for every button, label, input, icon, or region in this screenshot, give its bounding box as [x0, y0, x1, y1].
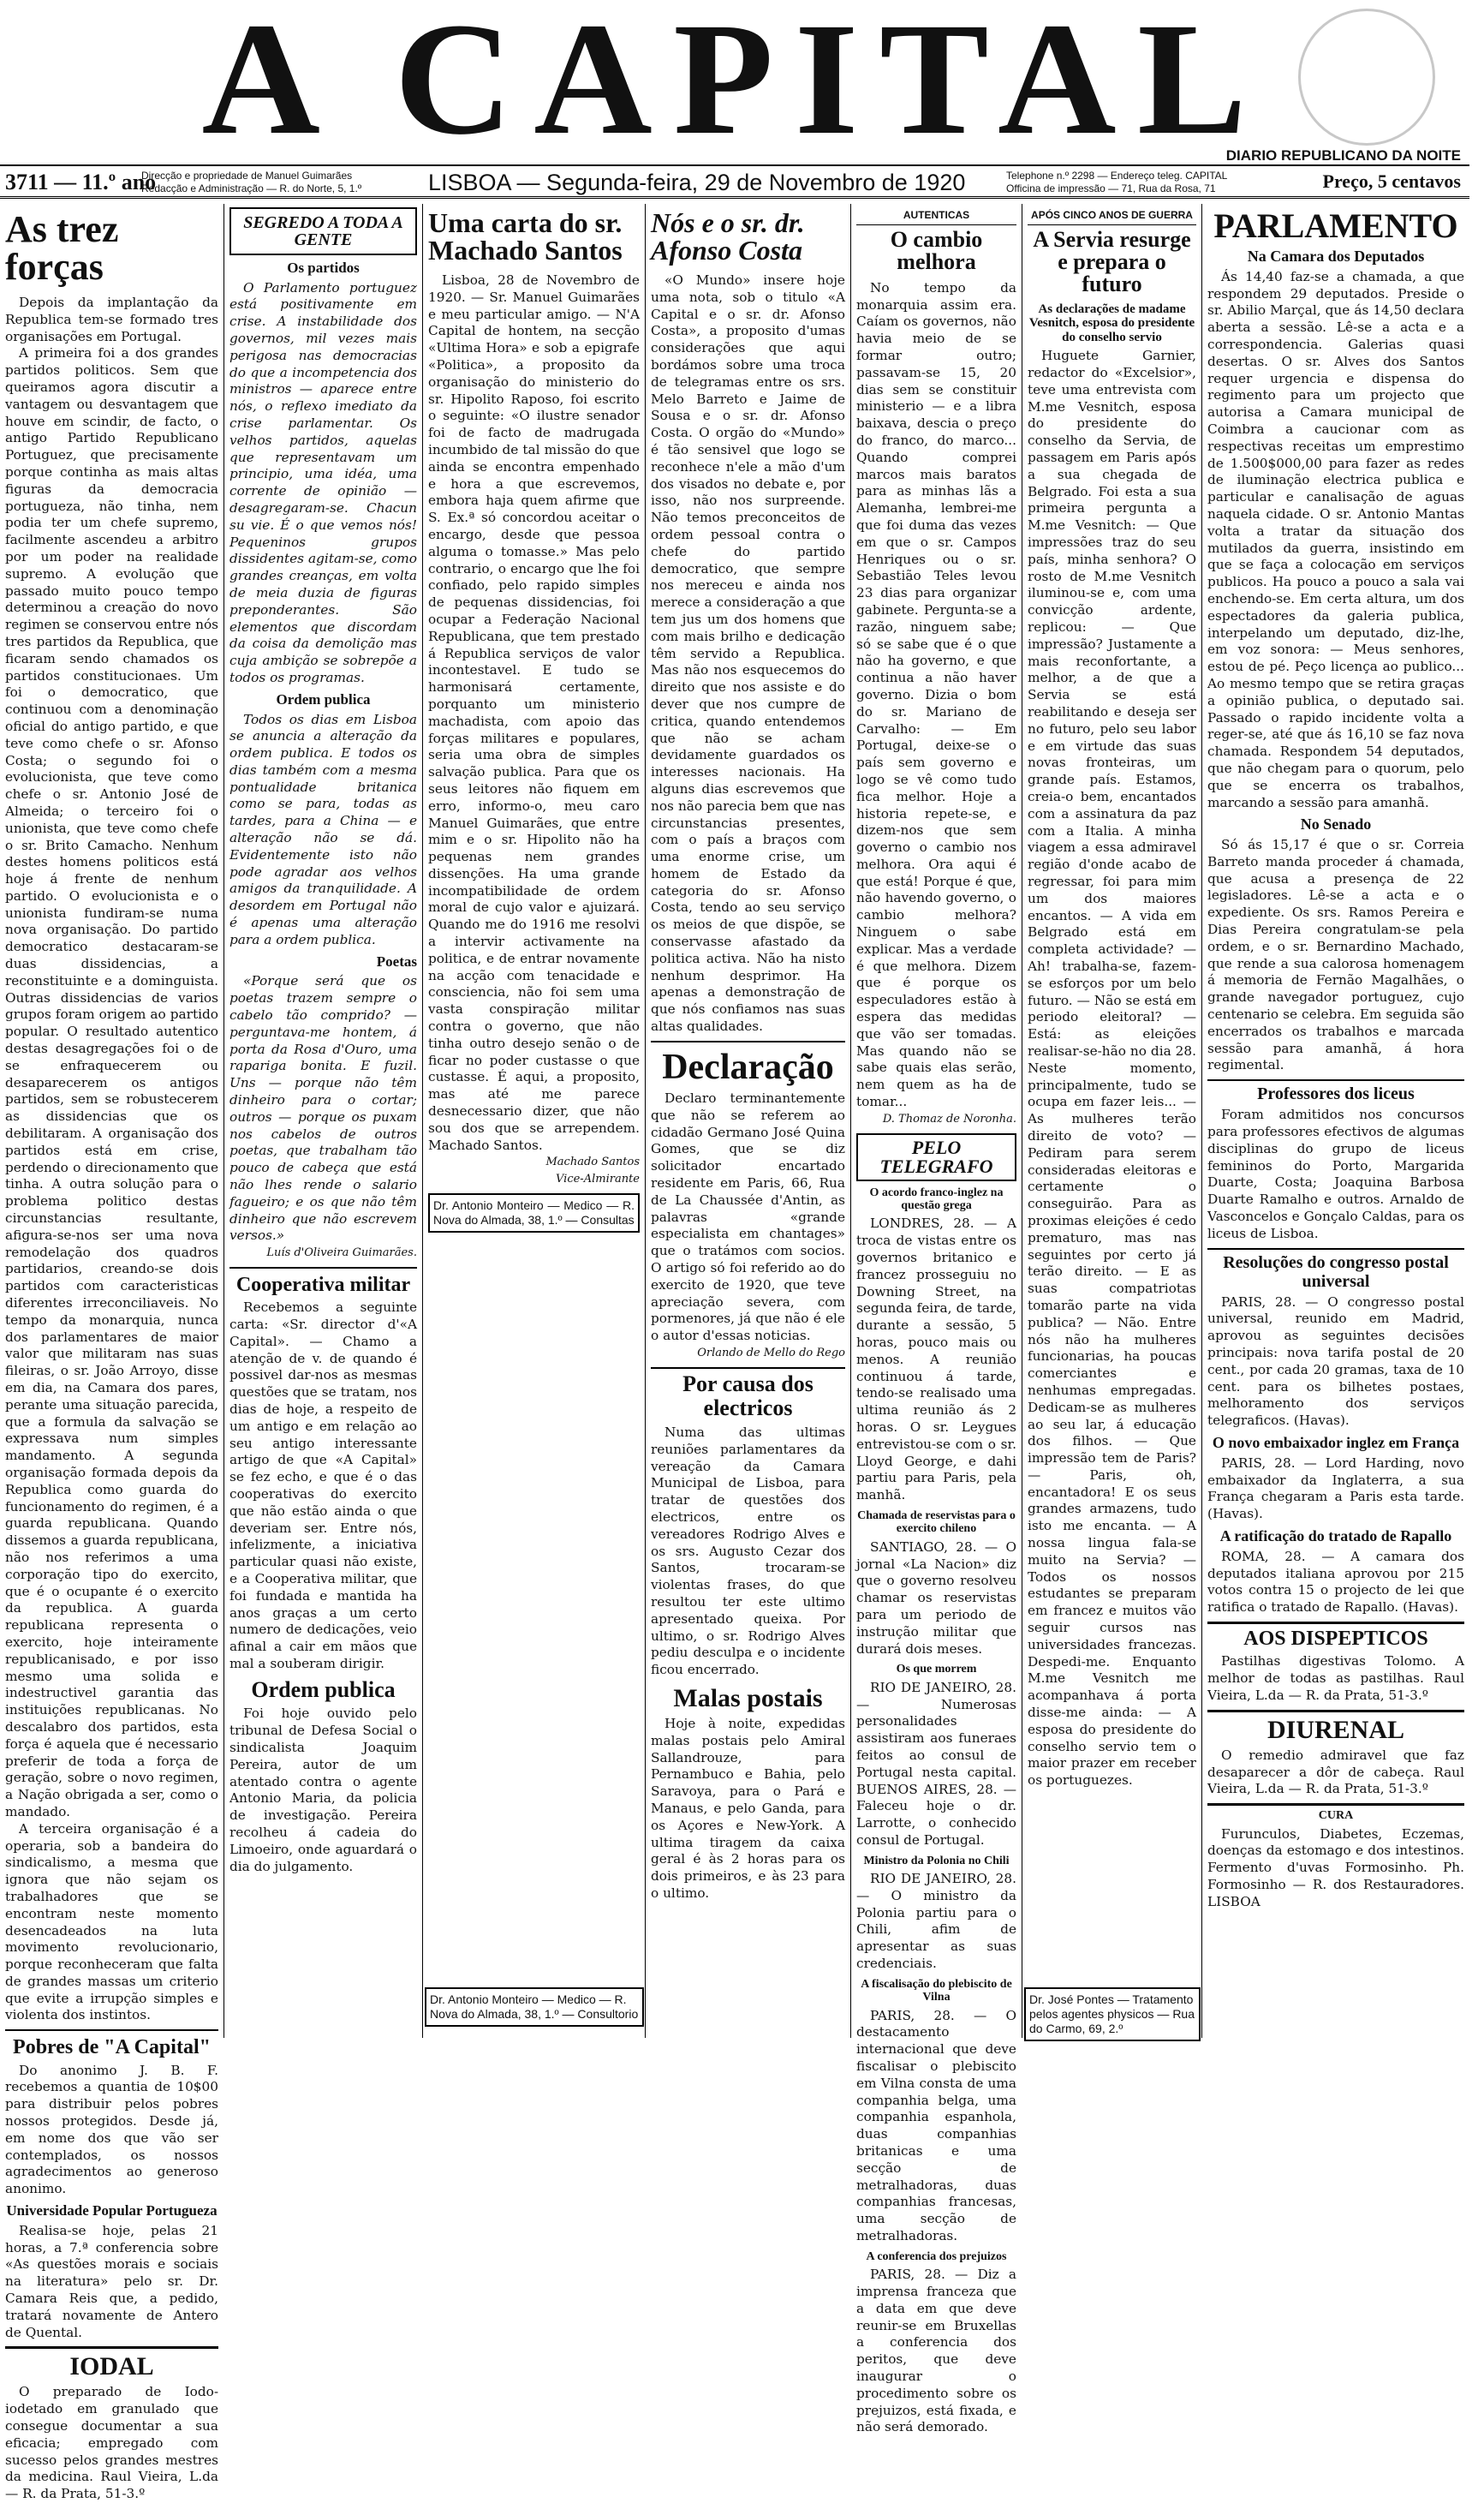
kicker-segredo: SEGREDO A TODA A GENTE — [229, 207, 417, 255]
headline-servia: A Servia resurge e prepara o futuro — [1033, 226, 1191, 296]
tele-text-6: PARIS, 28. — Diz a imprensa franceza que a data em que deve reunir-se em Bruxellas a conferencia dos peritos, que deve inaugurar o procedimento sobre os prejuizos, está fixada, e não será demorado. — [856, 2267, 1016, 2435]
electricos-text: Numa das ultimas reuniões parlamentares da vereação da Camara Municipal de Lisboa, para tratar de questões dos electricos, entre os vereadores Rodrigo Alves e os srs. Augusto Cezar dos Santos, trocaram-se violentas frases, do que resultou ter este ultimo apresentado queixa. Por ultimo, o sr. Rodrigo Alves pediu desculpa e o incidente ficou encerrado. — [651, 1424, 845, 1678]
column-5 — [851, 204, 1022, 2435]
servia-subhead: As declarações de madame Vesnitch, esposa do presidente do conselho servio — [1028, 302, 1195, 344]
section-professores: Professores dos liceus — [1207, 1079, 1464, 1103]
kicker-guerra: APÓS CINCO ANOS DE GUERRA — [1028, 207, 1196, 225]
carta-signature-title: Vice-Almirante — [556, 1173, 640, 1186]
carta-signature: Machado Santos — [545, 1156, 640, 1169]
section-malas-postais: Malas postais — [673, 1683, 823, 1712]
columns — [0, 204, 1469, 2502]
newspaper-subtitle: DIARIO REPUBLICANO DA NOITE — [1225, 147, 1461, 164]
carta-text: Lisboa, 28 de Novembro de 1920. — Sr. Manuel Guimarães e meu particular amigo. — N'A Capital de hontem, na secção «Ultima Hora» e sob a epigrafe «Politica», a proposito da organisação do ministerio do sr. Hipolito Raposo, foi escrito o seguinte: «O ilustre senador foi de facto de madrugada incumbido de tal missão do que ainda se encontra empenhado e hora a que escrevemos, embora haja quem afirme que S. Ex.ª só concordou aceitar o encargo, desde que pessoa alguma o tomasse.» Mas pelo contrario, o encargo que lhe foi confiado, pelo rapido simples de pequenas dissidencias, foi ocupar a Federação Nacional Republicana, que tem prestado á Republica serviços de valor incontestavel. E tudo se harmonisará certamente, porquanto um ministerio machadista, com apoio das forças militares e populares, seria uma obra de simples salvação publica. Para que os seus leitores não fiquem em erro, informo-o, meu caro Manuel Guimarães, que entre mim e o sr. Hipolito não ha pequenas nem grandes dissenções. Ha uma grande incompatibilidade de ordem moral de cujo valor e ajuizará. Quando me do 1916 me resolvi a intervir activamente na politica, e de entrar novamente na acção com tenacidade e consciencia, não foi sem uma vasta conspiração militar contra o governo, que não tinha outro desejo senão o de ficar no poder custasse o que custasse. É aqui, a proposito, mas até me parece desnecessario dizer, que não sou dos que se arrependem. Machado Santos. — [428, 272, 640, 1153]
section-pobres: Pobres de "A Capital" — [13, 2036, 211, 2059]
professores-text: Foram admitidos nos concursos para professores efectivos de algumas disciplinas do grupo de liceus femininos do Porto, Margarida Duarte, Costa; Joaquina Barbosa Duarte Ramalho e outros. Arnaldo de Vasconcelos e Gonçalo Caldas, para os liceus de Lisboa. — [1207, 1107, 1464, 1241]
ad-dispepticos-text: Pastilhas digestivas Tolomo. A melhor de todas as pastilhas. Raul Vieira, L.da — R. da Prata, 51-3.º — [1207, 1653, 1464, 1703]
column-7 — [1202, 204, 1469, 2038]
article-body: A primeira foi a dos grandes partidos politicos. Sem que queiramos agora discutir a vantagem ou desvantagem que houve em scindir, de facto, o antigo Partido Republicano Portuguez, que precisamente porque continha as mais altas figuras da democracia portugueza, não tinha, nem podia ter um chefe supremo, facilmente ascendeu a arbitro por um poder na realidade supremo. A evolução que passado muito pouco tempo determinou a creação do novo regimen se conservou entre nós tres partidos da Republica, que ficaram sendo chamados os partidos constitucionaes. Um foi o democratico, que continuou com a denominação oficial do antigo partido, e que teve como chefe o sr. Afonso Costa; o segundo foi o evolucionista, que teve como chefe o sr. Antonio José de Almeida; o terceiro foi o unionista, que teve como chefe o sr. Brito Camacho. Nenhum destes homens politicos está hoje á frente de nenhum partido. O evolucionista e o unionista fundiram-se numa nova organisação. Do partido democratico destacaram-se duas dissidencias, a reconstituinte e a dominguista. Outras dissidencias de varios grupos foram origem ao partido popular. O resultado autentico destas desagregações foi o de se enfraquecerem ou desaparecerem os antigos partidos, sem se robustecerem as dissidencias que os debilitaram. A organisação dos partidos está em crise, perdendo o direcionamento que tinha. A outra solução para o problema politico destas circunstancias resultante, afigura-se-nos ser uma nova remodelação dos quadros partidarios, creando-se dois partidos com caracteristicas diferentes irreconciliaveis. No tempo da monarquia, nunca dos parlamentares de maior valor que militaram nas suas fileiras, o sr. João Arroyo, disse em dia, na Camara dos pares, perante uma situação parecida, que a formula da salvação se expressava num simples mandamento. A segunda organisação formada depois da Republica como guarda do funcionamento do regimen, é a guarda republicana. Quando dissemos a guarda republicana, não nos referimos a uma corporação tipo do exercito, que é o ocupante é o exercito da republica. A guarda republicana representa o exercito, hoje inteiramente republicanisado, e por isso mesmo uma solida e indestructivel garantia das instituições republicanas. No descalabro dos partidos, esta força é aquela que é necessario preferir de toda a força de geração, sobre o novo regimen, a Nação obrigada a ser, como o mandado. — [5, 345, 218, 1819]
section-senado: No Senado — [1300, 815, 1372, 833]
masthead — [0, 0, 1469, 184]
column-6 — [1022, 204, 1202, 2038]
info-bar — [0, 164, 1469, 199]
section-electricos: Por causa dos electricos — [651, 1367, 845, 1421]
section-embaixador: O novo embaixador inglez em França — [1212, 1434, 1460, 1451]
section-camara: Na Camara dos Deputados — [1247, 248, 1425, 265]
section-partidos: Os partidos — [287, 260, 360, 276]
cooperativa-text: Recebemos a seguinte carta: «Sr. director d'«A Capital». — Chamo a atenção de v. de quando é possivel dar-nos as mesmas questões que se tratam, nos dias de hoje, a respeito de um antigo e em relação ao seu antigo interessante artigo de que «A Capital» se fez echo, e que é o das cooperativas do exercito que não estão ainda o que deveriam ser. Entre nós, infelizmente, a iniciativa particular quasi não existe, e a Cooperativa militar, que foi fundada e mantida ha anos graças a um certo numero de dedicações, veio afinal a cair em mãos que mal a souberam dirigir. — [229, 1299, 417, 1672]
ad-antonio-monteiro: Dr. Antonio Monteiro — Medico — R. Nova do Almada, 38, 1.º — Consultorio — [425, 1987, 644, 2027]
column-4 — [646, 204, 851, 2038]
contact-info — [1006, 170, 1227, 195]
congresso-postal-text: PARIS, 28. — O congresso postal universal, reunido em Madrid, aprovou as seguintes decisões principais: nova tarifa postal de 20 cent., por cada 20 gramas, taxa de 10 cent. para os bilhetes postaes, melhoramento dos serviços telegraficos. (Havas). — [1207, 1293, 1464, 1429]
divider — [5, 2029, 218, 2031]
tele-head-1: O acordo franco-inglez na questão grega — [869, 1186, 1004, 1213]
headline-cambio: O cambio melhora — [890, 226, 983, 274]
ad-diurenal-title: DIURENAL — [1207, 1710, 1464, 1744]
ad-iodal-text: O preparado de Iodo-iodetado em granulado que consegue documentar a sua eficacia; empregado com sucesso pelos grandes mestres da medicina. Raul Vieira, L.da — R. da Prata, 51-3.º — [5, 2384, 218, 2502]
universidade-text: Realisa-se hoje, pelas 21 horas, a 7.ª conferencia sobre «As questões morais e sociais na literatura» pelo sr. Dr. Camara Reis que, a pedido, tratará novamente de Antero de Quental. — [5, 2222, 218, 2340]
column-1 — [0, 204, 224, 2502]
article-lead: Depois da implantação da Republica tem-se formado tres organisações em Portugal. — [5, 295, 218, 344]
direction-info — [141, 170, 361, 195]
divider — [229, 1267, 417, 1269]
section-universidade: Universidade Popular Portugueza — [6, 2202, 218, 2219]
section-cooperativa: Cooperativa militar — [235, 1273, 411, 1296]
headline-parlamento: PARLAMENTO — [1213, 206, 1458, 245]
section-ordem-publica-2: Ordem publica — [251, 1676, 396, 1702]
ordem-publica-2-text: Foi hoje ouvido pelo tribunal de Defesa Social o sindicalista Joaquim Pereira, autor de um atentado contra o agente Antonio Maria, da policia de investigação. Pereira recolheu á cadeia do Limoeiro, onde aguardará o dia do julgamento. — [229, 1706, 417, 1874]
tele-head-6: A conferencia dos prejuizos — [866, 2249, 1007, 2263]
ad-cura-text: Furunculos, Diabetes, Eczemas, doenças da estomago e dos intestinos. Fermento d'uvas Formosinho. Ph. Formosinho — R. dos Restauradores. LISBOA — [1207, 1825, 1464, 1909]
tele-head-3: Os que morrem — [896, 1663, 977, 1676]
tele-text-1: LONDRES, 28. — A troca de vistas entre os governos britanico e francez prosseguiu no Downing Street, na segunda feira, de tarde, durante a sessão, 5 horas, pouco mais ou menos. A reunião continuou á tarde, tendo-se realisado uma ultima reunião ás 2 horas. O sr. Leygues entrevistou-se com o sr. Lloyd George, e dahi partiu para Paris, pela manhã. — [856, 1216, 1016, 1503]
malas-postais-text: Hoje à noite, expedidas malas postais pelo Amiral Sallandrouze, para Pernambuco e Bahia, pelo Saravoya, para o Pará e Manaus, e pelo Ganda, para os Açores e New-York. A ultima tiragem da caixa geral é às 2 horas para os dois primeiros, e às 23 para o ultimo. — [651, 1715, 845, 1901]
column-3 — [423, 204, 646, 2038]
section-declaracao: Declaração — [662, 1047, 834, 1087]
camara-text: Ás 14,40 faz-se a chamada, a que respondem 29 deputados. Preside o sr. Abilio Marçal, que ás 14,50 declara aberta a sessão. Lê-se a acta e a correspondencia. Galerias quasi desertas. O sr. Alves dos Santos requer urgencia e dispensa do regimento para um projecto que autorisa a Camara municipal de Coimbra a caucionar com as respectivas receitas um emprestimo de 1.500$000,00 para fazer as redes de iluminação electrica publica e particular e canalisação de aguas naquela cidade. O sr. Antonio Mantas volta a tratar da situação dos mutilados da guerra, insistindo em que se faça a colocação em serviços publicos. Ha pouco a pouco a sala vai enchendo-se. Em certa altura, um dos espectadores da galeria publica, interpelando um deputado, diz-lhe, em voz sonora: — Meus senhores, estou de pé. Peço licença ao publico... Ao mesmo tempo que se retira graças a opinião publica, o deputado sai. Passado o rapido incidente volta a reger-se, até que ás 16,10 se faz nova chamada. Respondem 54 deputados, que não chegam para o quorum, pelo que se encerra os trabalhos, marcando a sessão para amanhã. — [1207, 268, 1464, 810]
issue-date: LISBOA — Segunda-feira, 29 de Novembro de 1920 — [428, 170, 966, 195]
newspaper-title: A CAPITAL — [201, 0, 1268, 168]
servia-text: Huguete Garnier, redactor do «Excelsior», teve uma entrevista com M.me Vesnitch, esposa do presidente do conselho da Servia, de passagem em Paris após a sua chegada de Belgrado. Foi esta a sua primeira pergunta a M.me Vesnitch: — Que impressões traz do seu país, minha senhora? O rosto de M.me Vesnitch iluminou-se e, com uma convicção ardente, replicou: — Que impressão? Justamente a mais reconfortante, a melhor, a de que a Servia se está reabilitando e deseja ser no futuro, pelo seu labor e em virtude das suas novas fronteiras, um grande país. Estamos, creia-o bem, encantados com a assinatura da paz com a Italia. A minha viagem a essa admiravel região d'onde acabo de regressar, foi para mim um dos maiores encantos. — A vida em Belgrado está em completa actividade? — Ah! trabalha-se, fazem-se esforços por um belo futuro. — Não se está em periodo eleitoral? — Está: as eleições realisar-se-hão no dia 28. Neste momento, principalmente, tudo se ocupa em fazer leis... — As mulheres terão direito de voto? — Pediram para serem consideradas eleitoras e certamente o conseguirão. Para as proximas eleições é cedo prematuro, mas nas seguintes por certo já terão direito. — E as suas compatriotas tomarão parte na vida publica? — Não. Entre nós não ha mulheres funcionarias, ha poucas comerciantes e nenhumas empregadas. Dedicam-se as mulheres ao seu lar, á educação dos filhos. — Que impressão tem de Paris? — Paris, oh, encantadora! E os seus grandes armazens, tudo isto me encanta. — A nossa lingua fala-se muito na Servia? — Todos os nossos estudantes se preparam em francez e muitos vão seguir cursos nas universidades francezas. Despedi-me. Enquanto M.me Vesnitch me acompanhava á porta disse-me ainda: — A esposa do presidente do conselho servio tem o maior prazer em receber os portuguezes. — [1028, 348, 1196, 1789]
issue-number: 3711 — 11.º ano — [5, 170, 157, 194]
poetas-signature: Luís d'Oliveira Guimarães. — [266, 1246, 417, 1260]
tele-text-4: RIO DE JANEIRO, 28. — O ministro da Polonia partiu para o Chili, afim de apresentar as suas credenciais. — [856, 1871, 1016, 1972]
headline-afonso-costa: Nós e o sr. dr. Afonso Costa — [651, 207, 805, 266]
headline-carta: Uma carta do sr. Machado Santos — [428, 207, 623, 266]
tele-head-5: A fiscalisação do plebiscito de Vilna — [861, 1977, 1012, 2004]
ad-jose-pontes: Dr. José Pontes — Tratamento pelos agentes physicos — Rua do Carmo, 69, 2.º — [1024, 1987, 1201, 2041]
cambio-text: No tempo da monarquia assim era. Caíam os governos, não havia meio de se formar outro; passavam-se 15, 20 dias sem se constituir ministerio — e a libra baixava, descia o preço do franco, do marco... Quando comprei marcos mais baratos para as minhas lãs a Alemanha, lembrei-me que foi duma das vezes em que o sr. Campos Henriques ou o sr. Sebastião Teles levou 23 dias para organizar gabinete. Pergunta-se a razão, ninguem sabe; só se sabe que é o que não ha governo, e que continua a não haver governo. Dizia o bom do sr. Mariano de Carvalho: — Em Portugal, deixe-se o país sem governo e logo se vê como tudo fica melhor. Hoje a historia repete-se, e dizem-nos que sem governo o cambio nos melhora. Ora aqui é que está! Porque é que, não havendo governo, o cambio melhora? Ninguem o sabe explicar. Mas a verdade é que melhora. Dizem que é porque os especuladores estão à espera das medidas que vão ser tomadas. Mas quando não se sabe quais elas serão, nem quem as ha de tomar... — [856, 279, 1016, 1110]
ad-iodal-title: IODAL — [5, 2346, 218, 2381]
ordem-publica-text: Todos os dias em Lisboa se anuncia a alteração da ordem publica. E todos os dias também com a mesma pontualidade britanica como se para, todas as tardes, para a China — e alteração não se dá. Evidentemente isto não pode agradar aos velhos amigos da tranquilidade. A desordem em Portugal não é apenas uma alteração para a ordem publica. — [229, 711, 417, 947]
section-ordem-publica: Ordem publica — [276, 690, 371, 708]
divider — [651, 1041, 845, 1042]
afonso-costa-text: «O Mundo» insere hoje uma nota, sob o titulo «A Capital e o sr. dr. Afonso Costa», a proposito d'umas considerações que aqui bordámos sobre uma troca de telegramas entre os srs. Melo Barreto e Jaime de Sousa e o sr. dr. Afonso Costa. O orgão do «Mundo» é tão sensivel que logo se reconhece n'ele a mão d'um dos visados no debate e, por isso, não nos surpreende. Não temos preconceitos de ordem pessoal contra o chefe do partido democratico, que sempre nos mereceu e ainda nos merece a consideração a que tem jus um dos homens que com mais brilho e dedicação têm servido a Republica. Mas não nos esquecemos do direito que nos assiste e do dever que nos cumpre de critica, quando entendemos que não se acham devidamente guardados os interesses nacionais. Ha alguns dias escrevemos que nos não parecia bem que nas circunstancias presentes, com o país a braços com uma enorme crise, um homem de Estado da categoria do sr. Afonso Costa, tendo ao seu serviço os meios de que dispõe, se conservasse afastado da politica activa. Não ha nisto nenhum desprimor. Ha apenas a demonstração de que nós confiamos nas suas altas qualidades. — [651, 272, 845, 1035]
tele-text-5: PARIS, 28. — O destacamento internacional que deve fiscalisar o plebiscito em Vilna consta de uma companhia belga, uma companhia espanhola, duas companhias britanicas e uma secção de metralhadoras, duas companhias francesas, uma secção de metralhadoras. — [856, 2007, 1016, 2243]
rapallo-text: ROMA, 28. — A camara dos deputados italiana aprovou por 215 votos contra 15 o projecto de lei que ratifica o tratado de Rapallo. (Havas). — [1207, 1548, 1464, 1616]
cambio-signature: D. Thomaz de Noronha. — [882, 1112, 1016, 1126]
section-poetas: Poetas — [376, 953, 417, 970]
section-congresso-postal: Resoluções do congresso postal universal — [1207, 1248, 1464, 1291]
tele-head-2: Chamada de reservistas para o exercito chileno — [857, 1508, 1016, 1536]
pobres-text: Do anonimo J. B. F. recebemos a quantia de 10$00 para distribuir pelos pobres nossos protegidos. Desde já, em nome dos que vão ser contemplados, os nossos agradecimentos ao generoso anonimo. — [5, 2062, 218, 2197]
poetas-text: «Porque será que os poetas trazem sempre o cabelo tão comprido? — perguntava-me hontem, á porta da Rosa d'Ouro, uma rapariga bonita. E fuzil. Uns — porque não têm dinheiro para o cortar; outros — porque os puxam nos cabelos de outros poetas, que trabalham tão pouco de cabeça que está não lhes rende o salario fagueiro; e os que não têm dinheiro que não escrevem versos.» — [229, 973, 417, 1244]
column-2 — [224, 204, 423, 2038]
library-stamp-icon — [1298, 9, 1435, 146]
price: Preço, 5 centavos — [1322, 170, 1461, 192]
direction-line-1: Direcção e propriedade de Manuel Guimarães — [141, 170, 353, 182]
article-body-2: A terceira organisação é a operaria, sob a bandeira do sindicalismo, a mesma que ignora que não sejam os trabalhadores que se encontram neste momento desencadeados na luta movimento revolucionario, porque reconheceram que falta de grandes massas um criterio que evite a irrupção simples e violenta dos instintos. — [5, 1820, 218, 2023]
embaixador-text: PARIS, 28. — Lord Harding, novo embaixador da Inglaterra, a sua França chegaram a Paris esta tarde. (Havas). — [1207, 1455, 1464, 1522]
partidos-text: O Parlamento portuguez está positivamente em crise. A instabilidade dos governos, mil vezes mais perigosa nas democracias do que a incompetencia dos ministros — aparece entre nós, o reflexo imediato da crise parlamentar. Os velhos partidos, aquelas que representavam um principio, uma idéa, uma corrente de opinião — desagregaram-se. Chacun su vie. É o que vemos nós! Pequeninos grupos dissidentes agitam-se, como grandes creanças, em volta de meia duzia de figuras preponderantes. São elementos que discordam da coisa da demolição mas cuja ambição se sobrepõe a todos os programas. — [229, 279, 417, 686]
ad-monteiro: Dr. Antonio Monteiro — Medico — R. Nova do Almada, 38, 1.º — Consultas — [428, 1193, 640, 1233]
kicker-pelo-telegrafo: PELO TELEGRAFO — [856, 1133, 1016, 1181]
headline-trez-forcas: As trez forças — [5, 208, 119, 288]
kicker-autenticas: AUTENTICAS — [856, 207, 1016, 225]
tele-text-3: RIO DE JANEIRO, 28. — Numerosas personalidades assistiram aos funeraes feitos ao consul de Portugal nesta capital. BUENOS AIRES, 28. — Faleceu hoje o dr. Larrotte, o conhecido consul de Portugal. — [856, 1679, 1016, 1848]
direction-line-2: Redacção e Administração — R. do Norte, 5, 1.º — [141, 182, 362, 194]
senado-text: Só ás 15,17 é que o sr. Correia Barreto manda proceder á chamada, que acusa a presença de 22 legisladores. Lê-se a acta e o expediente. Os srs. Ramos Pereira e Dias Pereira congratulam-se pela ordem, e o sr. Bernardino Machado, que rende a sua calorosa homenagem á memoria de Fernão Magalhães, o grande navegador portuguez, cujo centenario se celebra. Em seguida são encerrados os trabalhos e marcada sessão para amanhã, á hora regimental. — [1207, 837, 1464, 1073]
ad-dispepticos-title: AOS DISPEPTICOS — [1207, 1622, 1464, 1650]
tele-head-4: Ministro da Polonia no Chili — [863, 1854, 1010, 1867]
ad-diurenal-text: O remedio admiravel que faz desaparecer a dôr de cabeça. Raul Vieira, L.da — R. da Prata, 51-3.º — [1207, 1747, 1464, 1797]
office-address: Officina de impressão — 71, Rua da Rosa, 71 — [1006, 182, 1216, 194]
section-rapallo: A ratificação do tratado de Rapallo — [1219, 1526, 1452, 1544]
declaracao-text: Declaro terminantemente que não se referem ao cidadão Germano José Quina Gomes, que se diz solicitador encartado residente em Paris, 66, Rua de La Chaussée d'Antin, as palavras «grande especialista em chantages» que o tratámos com socios. O artigo só foi referido ao do exercito de 1920, que teve apreciação severa, com pormenores, já que não é ele o autor d'essas noticias. — [651, 1090, 845, 1344]
tele-text-2: SANTIAGO, 28. — O jornal «La Nacion» diz que o governo resolveu chamar os reservistas para um periodo de instrução militar que durará dois meses. — [856, 1538, 1016, 1657]
telephone: Telephone n.º 2298 — Endereço teleg. CAPITAL — [1006, 170, 1228, 182]
declaracao-signature: Orlando de Mello do Rego — [697, 1347, 845, 1359]
ad-cura-title: CURA — [1207, 1803, 1464, 1822]
